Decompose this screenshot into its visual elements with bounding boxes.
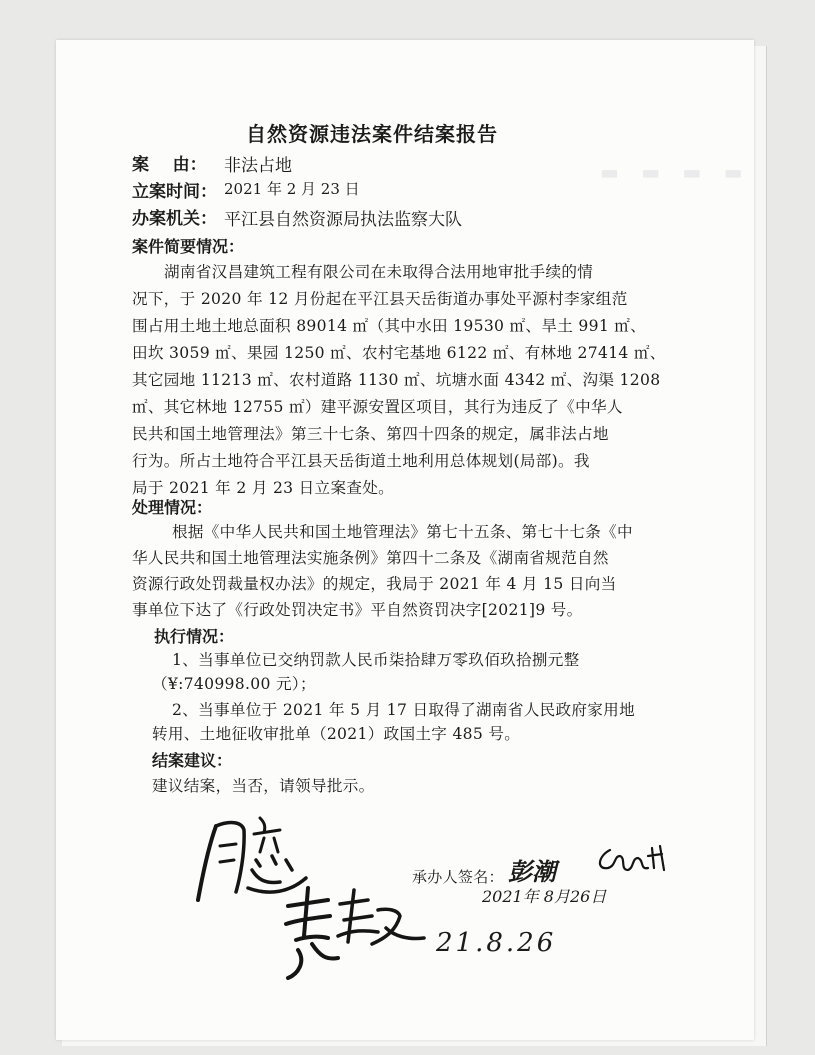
summary-line: 围占用土地土地总面积 89014 ㎡（其中水田 19530 ㎡、旱土 991 ㎡、 [132, 317, 647, 335]
filing-time-label: 立案时间： [132, 182, 217, 202]
signatory-label: 承办人签名： [412, 868, 504, 886]
signatory-second-signature [590, 842, 680, 882]
handling-heading: 处理情况： [132, 498, 213, 517]
summary-line: 行为。所占土地符合平江县天岳街道土地利用总体规划(局部)。我 [132, 452, 590, 470]
execution-line: 2、当事单位于 2021 年 5 月 17 日取得了湖南省人民政府家用地 [172, 701, 635, 719]
closing-line: 建议结案，当否，请领导批示。 [152, 777, 375, 795]
bleed-through: ▬ ▬ ▬ ▬ [600, 160, 751, 184]
summary-line: 田坎 3059 ㎡、果园 1250 ㎡、农村宅基地 6122 ㎡、有林地 27414 ㎡、 [132, 344, 666, 362]
signatory-handwritten-date: 2021年 8月26日 [482, 887, 607, 906]
approver-signature-2 [268, 880, 438, 985]
handling-agency-label: 办案机关： [132, 209, 217, 229]
summary-line: 局于 2021 年 2 月 23 日立案查处。 [132, 479, 395, 497]
execution-line: 转用、土地征收审批单（2021）政国土字 485 号。 [152, 725, 521, 743]
summary-line: 况下，于 2020 年 12 月份起在平江县天岳街道办事处平源村李家组范 [132, 290, 628, 308]
handling-line: 事单位下达了《行政处罚决定书》平自然资罚决字[2021]9 号。 [132, 601, 583, 619]
summary-line: 民共和国土地管理法》第三十七条、第四十四条的规定，属非法占地 [132, 425, 609, 443]
handling-line: 华人民共和国土地管理法实施条例》第四十二条及《湖南省规范自然 [132, 549, 609, 567]
handling-agency-value: 平江县自然资源局执法监察大队 [224, 210, 462, 230]
summary-line: 其它园地 11213 ㎡、农村道路 1130 ㎡、坑塘水面 4342 ㎡、沟渠 1208 [132, 371, 661, 389]
approval-date: 21.8.26 [436, 928, 557, 958]
summary-heading: 案件简要情况： [132, 237, 245, 256]
summary-line: ㎡、其它林地 12755 ㎡）建平源安置区项目，其行为违反了《中华人 [132, 398, 623, 416]
execution-line: （¥:740998.00 元）； [152, 675, 316, 693]
document-title: 自然资源违法案件结案报告 [246, 122, 498, 146]
filing-time-value: 2021 年 2 月 23 日 [224, 180, 360, 198]
execution-heading: 执行情况： [154, 627, 235, 646]
case-cause-value: 非法占地 [224, 156, 292, 176]
handling-line: 资源行政处罚裁量权办法》的规定，我局于 2021 年 4 月 15 日向当 [132, 575, 617, 593]
case-cause-label: 案 由： [132, 155, 207, 175]
closing-heading: 结案建议： [152, 751, 233, 770]
signatory-handwritten-names: 彭潮 [508, 857, 556, 886]
handling-line: 根据《中华人民共和国土地管理法》第七十五条、第七十七条《中 [172, 523, 633, 541]
execution-line: 1、当事单位已交纳罚款人民币柒拾肆万零玖佰玖拾捌元整 [172, 651, 580, 669]
summary-line: 湖南省汉昌建筑工程有限公司在未取得合法用地审批手续的情 [164, 263, 594, 281]
